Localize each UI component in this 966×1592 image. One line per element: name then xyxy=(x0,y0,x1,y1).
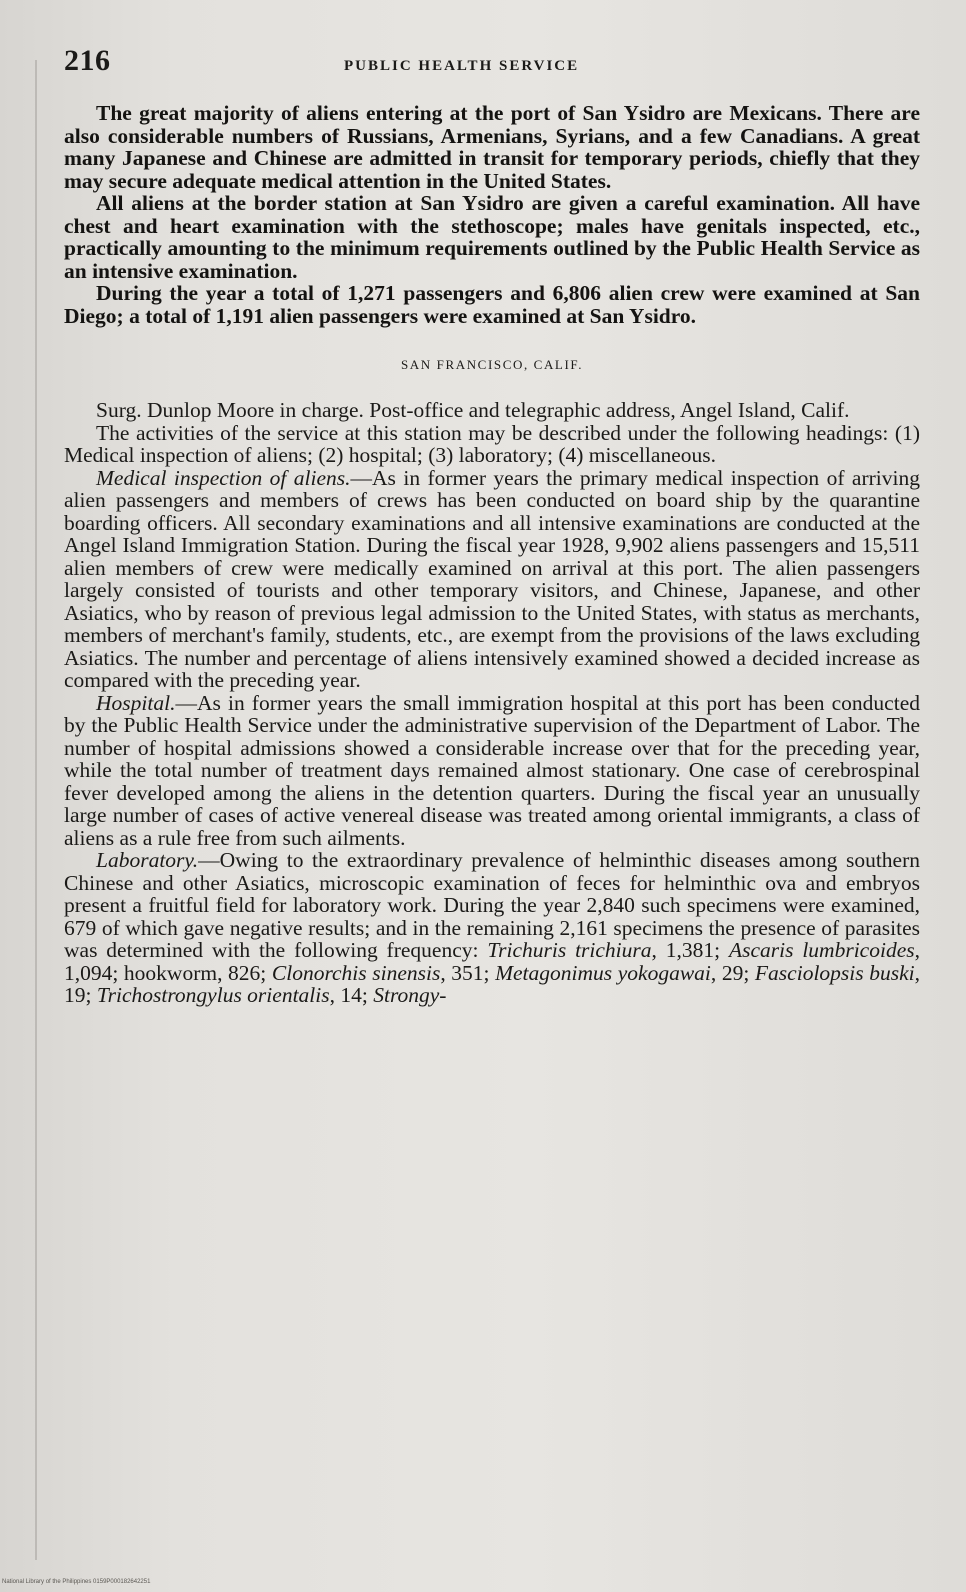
text-hospital: —As in former years the small immigration hospital at this port has been conducted by the Public Health Service under the administrative supervision of the Department of Labor. The number of hospital admissions showed a considerable increase over that for the preceding year, while the total number of treatment days remained almost stationary. One case of cerebrospinal fever developed among the aliens in the detention quarters. During the fiscal year an unusually large number of cases of active venereal disease was treated among oriental immigrants, a class of aliens as a rule free from such ailments. xyxy=(64,690,920,850)
section-heading-san-francisco: SAN FRANCISCO, CALIF. xyxy=(400,357,584,372)
page-number: 216 xyxy=(64,44,111,77)
paragraph-activities: The activities of the service at this station may be described under the following headings: (1) Medical inspection of aliens; (2) hospital; (3) laboratory; (4) miscellaneous. xyxy=(64,420,920,467)
count-3: , 351; xyxy=(440,960,496,985)
text-medical-inspection: —As in former years the primary medical inspection of arriving alien passengers and members of crews has been conducted on board ship by the quarantine boarding officers. All secondary examinations and all intensive examinations are conducted at the Angel Island Immigration Station. During the fiscal year 1928, 9,902 aliens passengers and 15,511 alien members of crew were medically examined on arrival at this port. The alien passengers largely consisted of tourists and other temporary visitors, and Chinese, Japanese, and other Asiatics, who by reason of previous legal admission to the United States, with status as merchants, members of merchant's family, students, etc., are exempt from the provisions of the laws excluding Asiatics. The number and percentage of aliens intensively examined showed a decided increase as compared with the preceding year. xyxy=(64,465,920,692)
count-4: , 29; xyxy=(710,960,755,985)
lead-hospital: Hospital. xyxy=(96,690,176,715)
species-3: Clonorchis sinensis xyxy=(271,960,441,985)
scan-footer-note: National Library of the Philippines 0159P000182642251 xyxy=(2,1579,151,1585)
san-ysidro-section xyxy=(64,102,920,327)
species-5: Fasciolopsis buski xyxy=(754,960,915,985)
count-1: , 1,381; xyxy=(651,938,729,962)
text-laboratory: —Owing to the extraordinary prevalence of helminthic diseases among southern Chinese and other Asiatics, microscopic examination of feces for helminthic ova and embryos present a fruitful field for laboratory work. During the year 2,840 such specimens were examined, 679 of which gave negative results; and in the remaining 2,161 specimens the presence of parasites was determined with the following frequency: xyxy=(64,848,920,962)
page-header xyxy=(64,44,924,84)
paragraph-hospital xyxy=(64,692,920,850)
lead-laboratory: Laboratory. xyxy=(96,848,199,872)
running-head: PUBLIC HEALTH SERVICE xyxy=(344,58,580,74)
paragraph-year-totals: During the year a total of 1,271 passengers and 6,806 alien crew were examined at San Diego; a total of 1,191 alien passengers were examined at San Ysidro. xyxy=(64,281,920,328)
species-1: Trichuris trichiura xyxy=(487,938,652,962)
paragraph-san-ysidro-aliens: The great majority of aliens entering at the port of San Ysidro are Mexicans. There are also considerable numbers of Russians, Armenians, Syrians, and a few Canadians. A great many Japanese and Chinese are admitted in transit for temporary periods, chiefly that they may secure adequate medical attention in the United States. xyxy=(64,101,920,193)
species-4: Metagonimus yokogawai xyxy=(495,960,711,985)
body-text xyxy=(64,102,920,1007)
paragraph-officer-in-charge: Surg. Dunlop Moore in charge. Post-office and telegraphic address, Angel Island, Calif. xyxy=(96,398,850,422)
paragraph-border-examination: All aliens at the border station at San Ysidro are given a careful examination. All have chest and heart examination with the stethoscope; males have genitals inspected, etc., practically amounting to the minimum requirements outlined by the Public Health Service as an intensive examination. xyxy=(64,191,920,283)
count-5: , 19; xyxy=(64,960,920,1007)
paragraph-laboratory xyxy=(64,849,920,1007)
count-6: , 14; xyxy=(329,983,374,1007)
count-2: , 1,094; hookworm, 826; xyxy=(64,938,920,985)
lead-medical-inspection: Medical inspection of aliens. xyxy=(96,465,351,490)
scan-gutter-line xyxy=(35,60,37,1560)
species-2: Ascaris lumbricoides xyxy=(728,938,915,962)
species-7: Strongy- xyxy=(373,983,447,1007)
species-6: Trichostrongylus orientalis xyxy=(96,983,330,1007)
paragraph-medical-inspection xyxy=(64,467,920,692)
